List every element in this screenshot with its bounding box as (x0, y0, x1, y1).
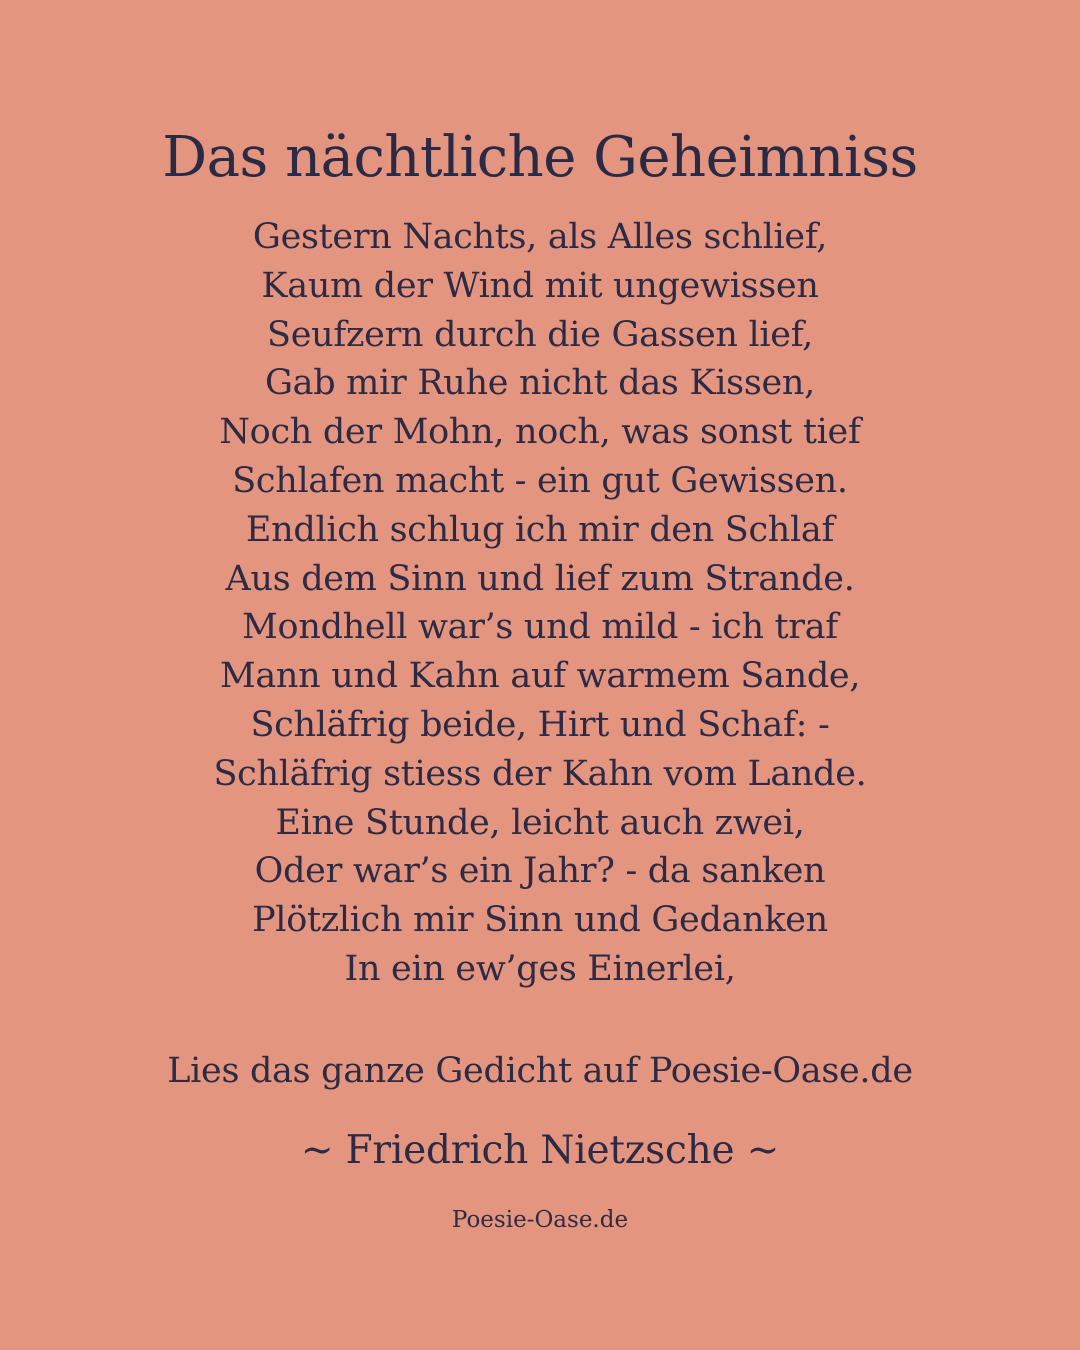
poem-line: Mann und Kahn auf warmem Sande, (219, 656, 861, 697)
poem-line: Oder war’s ein Jahr? - da sanken (254, 851, 826, 892)
read-full-poem-note: Lies das ganze Gedicht auf Poesie-Oase.de (167, 1051, 913, 1091)
poem-line: Gab mir Ruhe nicht das Kissen, (265, 363, 815, 404)
poem-body (0, 213, 1080, 994)
poem-line: Mondhell war’s und mild - ich traf (242, 607, 838, 648)
poem-line: Kaum der Wind mit ungewissen (261, 265, 819, 306)
poem-title: Das nächtliche Geheimniss (162, 125, 918, 190)
poem-line: Endlich schlug ich mir den Schlaf (245, 509, 835, 550)
poem-line: Schläfrig stiess der Kahn vom Lande. (213, 753, 867, 794)
poem-line: Gestern Nachts, als Alles schlief, (252, 217, 828, 257)
poem-line: Noch der Mohn, noch, was sonst tief (219, 412, 861, 453)
poem-author: ~ Friedrich Nietzsche ~ (300, 1128, 780, 1173)
poem-line: Eine Stunde, leicht auch zwei, (275, 802, 805, 843)
poem-line: Schlafen macht - ein gut Gewissen. (232, 460, 848, 501)
poem-line: Aus dem Sinn und lief zum Strande. (225, 558, 855, 599)
poem-line: Schläfrig beide, Hirt und Schaf: - (250, 704, 830, 745)
poem-line: Plötzlich mir Sinn und Gedanken (252, 900, 828, 941)
poem-line: In ein ew’ges Einerlei, (344, 948, 736, 989)
poem-line: Seufzern durch die Gassen lief, (267, 314, 813, 355)
site-watermark: Poesie-Oase.de (451, 1207, 629, 1233)
